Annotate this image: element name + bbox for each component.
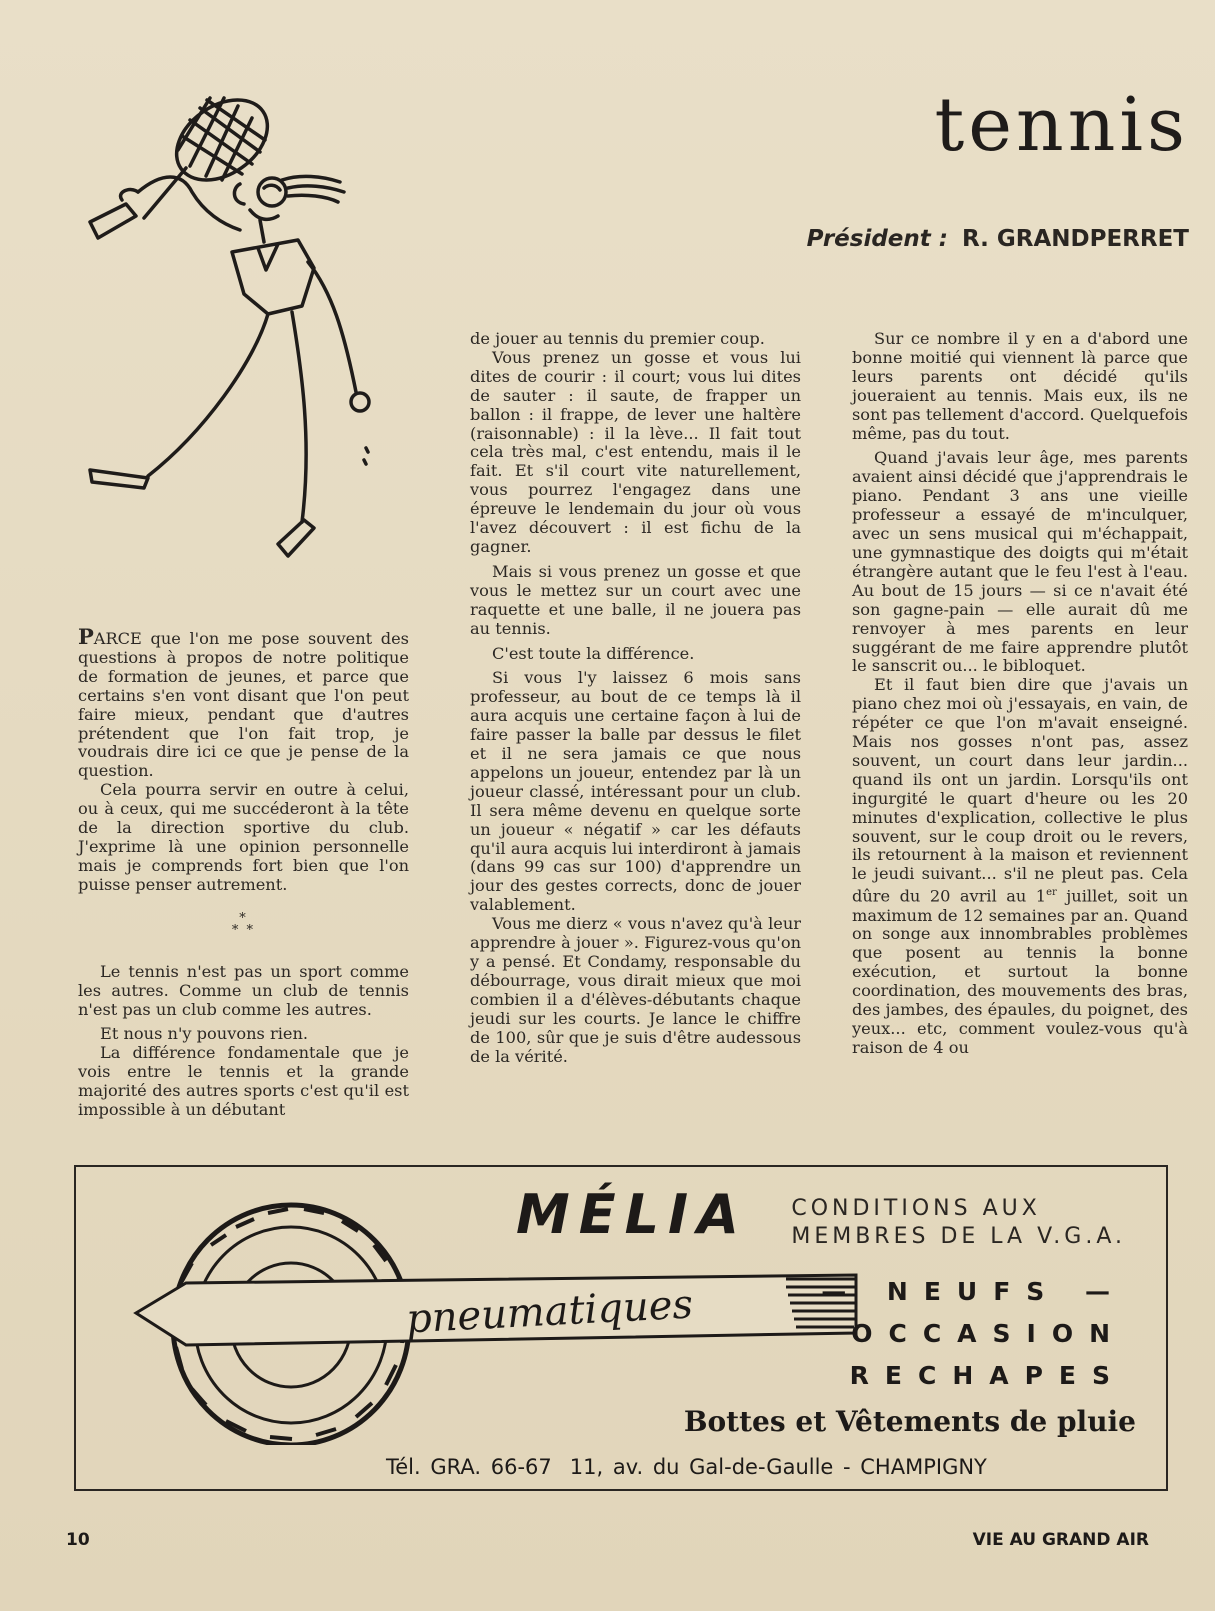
paragraph: Quand j'avais leur âge, mes parents avaient ainsi décidé que j'apprendrais le piano. Pendant 3 ans une vieille professeur a essayé de m'inculquer, avec un sens musical qui m'échappait, une gymnastique des doigts qui m'était étrangère autant que le feu l'est à l'eau. Au bout de 15 jours — si ce n'avait été son gagne-pain — elle aurait dû me renvoyer à mes parents en leur suggérant de me faire apprendre plutôt le sanscrit ou... le bibloquet.: [852, 448, 1188, 676]
paragraph: Si vous l'y laissez 6 mois sans professeur, au bout de ce temps là il aura acquis une certaine façon à lui de faire passer la balle par dessus le filet et il ne sera jamais ce que nous appelons un joueur, entendez par là un joueur classé, intéressant pour un club. Il sera même devenu en quelque sorte un joueur « négatif » car les défauts qu'il aura acquis lui interdiront à jamais (dans 99 cas sur 100) d'apprendre un jour des gestes corrects, donc de jouer valablement.: [470, 668, 801, 915]
paragraph: PARCE que l'on me pose souvent des questions à propos de notre politique de formation de jeunes, et parce que certains s'en vont disant que l'on peut faire mieux, pendant que d'autres prétendent que l'on fait trop, je voudrais dire ici ce que je pense de la question.: [78, 624, 409, 781]
contact-line: [386, 1455, 1005, 1479]
paragraph: Mais si vous prenez un gosse et que vous le mettez sur un court avec une raquette et une balle, il ne jouera pas au tennis.: [470, 561, 801, 638]
paragraph: Et nous n'y pouvons rien.: [100, 1024, 309, 1044]
retread-tires-label: RECHAPES: [849, 1361, 1126, 1390]
paragraph: Vous prenez un gosse et vous lui dites de courir : il court; vous lui dites de sauter : il saute, de frapper un ballon : il frappe, de lever une haltère (raisonnable) : il la lève... Il fait tout cela très mal, c'est entendu, mais il le fait. Et s'il court vite naturellement, vous pourrez l'engagez dans une épreuve le lendemain du jour où vous l'avez découvert : il est fichu de la gagner.: [470, 347, 801, 556]
used-tires-label: OCCASION: [851, 1319, 1126, 1348]
article-column-2: [470, 330, 801, 1066]
paragraph: La différence fondamentale que je vois entre le tennis et la grande majorité des autres sports c'est qu'il est impossible à un débutant: [78, 1043, 409, 1120]
section-separator: * * *: [231, 910, 256, 938]
boots-label: Bottes et Vêtements de pluie: [683, 1405, 1136, 1438]
new-tires-label: — NEUFS —: [821, 1277, 1126, 1306]
paragraph: Sur ce nombre il y en a d'abord une bonne moitié qui viennent là parce que leurs parents ont décidé qu'ils joueraient au tennis. Mais eux, ils ne sont pas tellement d'accord. Quelquefois même, pas du tout.: [852, 329, 1188, 443]
tire-advertisement: [74, 1165, 1168, 1491]
paragraph: Et il faut bien dire que j'avais un piano chez moi où j'essayais, en vain, de répéter ce que l'on m'avait enseigné. Mais nos gosses n'ont pas, assez souvent, un court dans leur jardin... quand ils ont un jardin. Lorsqu'ils ont ingurgité le quart d'heure ou les 20 minutes d'explication, collective le plus souvent, sur le coup droit ou le revers, ils retournent à la maison et reviennent le jeudi suivant... s'il ne pleut pas. Cela dûre du 20 avril au 1er juillet, soit un maximum de 12 semaines par an. Quand on songe aux innombrables problèmes que posent au tennis la bonne exécution, et surtout la bonne coordination, des mouvements des bras, des jambes, des épaules, du poignet, des yeux... etc, comment voulez-vous qu'à raison de 4 ou: [852, 675, 1188, 1057]
tennis-player-illustration: [82, 92, 412, 592]
address: 11, av. du Gal-de-Gaulle - CHAMPIGNY: [569, 1455, 987, 1479]
page-number: 10: [66, 1530, 90, 1550]
article-column-1: [78, 624, 409, 1120]
brand-name: MÉLIA: [516, 1183, 748, 1246]
paragraph: Le tennis n'est pas un sport comme les autres. Comme un club de tennis n'est pas un club comme les autres.: [78, 961, 409, 1019]
publication-name: VIE AU GRAND AIR: [972, 1530, 1149, 1550]
paragraph: de jouer au tennis du premier coup.: [470, 329, 765, 348]
president-name: R. GRANDPERRET: [961, 226, 1189, 252]
article-column-3: [852, 330, 1188, 1058]
president-role: Président :: [806, 226, 948, 252]
paragraph: Cela pourra servir en outre à celui, ou à ceux, qui me succéderont à la tête de la direction sportive du club. J'exprime là une opinion personnelle mais je comprends fort bien que l'on puisse penser autrement.: [78, 780, 409, 894]
drop-cap: P: [78, 624, 94, 649]
paragraph: Vous me dierz « vous n'avez qu'à leur apprendre à jouer ». Figurez-vous qu'on y a pensé. Et Condamy, responsable du débourrage, vous dirait mieux que moi combien il a d'élèves-débutants chaque jeudi sur les courts. Je lance le chiffre de 100, sûr que je suis d'être audessous de la vérité.: [470, 914, 801, 1066]
product-name: pneumatiques: [404, 1281, 695, 1343]
member-conditions: CONDITIONS AUX MEMBRES DE LA V.G.A.: [791, 1196, 1126, 1249]
section-title: tennis: [934, 82, 1189, 168]
paragraph: C'est toute la différence.: [492, 643, 695, 663]
phone: Tél. GRA. 66-67: [386, 1455, 552, 1479]
president-credit: [807, 226, 1189, 252]
